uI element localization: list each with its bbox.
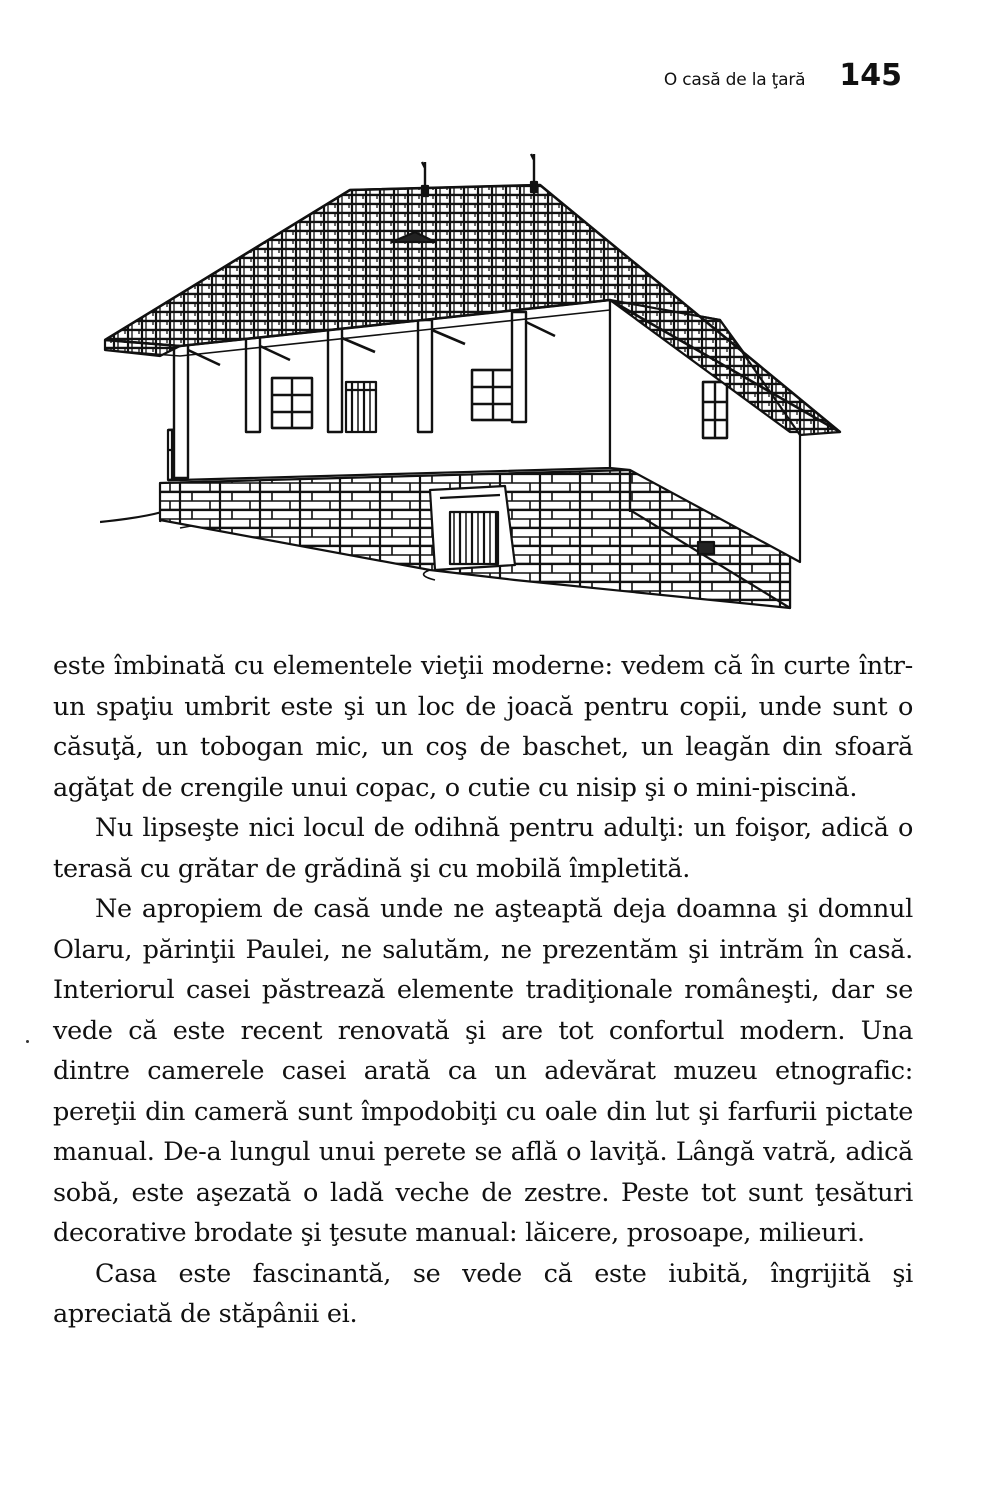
page-number: 145	[839, 58, 902, 93]
paragraph: este îmbinată cu elementele vieţii moderne: vedem că în curte într-un spaţiu umbrit este şi un loc de joacă pentru copii, unde sunt o căsuţă, un tobogan mic, un coş de baschet, un leagăn din sfoară agăţat de crengile unui copac, o cutie cu nisip şi o mini-piscină.	[53, 651, 913, 803]
traditional-house-drawing-icon	[100, 150, 860, 615]
running-title: O casă de la ţară	[663, 70, 806, 90]
paragraph: Ne apropiem de casă unde ne aşteaptă deja doamna şi domnul Olaru, părinţii Paulei, ne salutăm, ne prezentăm şi intrăm în casă. Interiorul casei păstrează elemente tradiţionale româneşti, dar se vede că este recent renovată şi are tot confortul modern. Una dintre camerele casei arată ca un adevărat muzeu etnografic: pereţii din cameră sunt împodobiţi cu oale din lut şi farfurii pictate manual. De-a lungul unui perete se află o laviţă. Lângă vatră, adică sobă, este aşezată o ladă veche de zestre. Peste tot sunt ţesături decorative brodate şi ţesute manual: lăicere, prosoape, milieuri.	[53, 894, 913, 1248]
paragraph: Nu lipseşte nici locul de odihnă pentru adulţi: un foişor, adică o terasă cu grătar de grădină şi cu mobilă împletită.	[53, 813, 913, 884]
body-text	[53, 646, 913, 1335]
page-header	[664, 58, 902, 93]
paragraph: Casa este fascinantă, se vede că este iubită, îngrijită şi apreciată de stăpânii ei.	[53, 1258, 913, 1329]
print-speck	[26, 1040, 29, 1043]
